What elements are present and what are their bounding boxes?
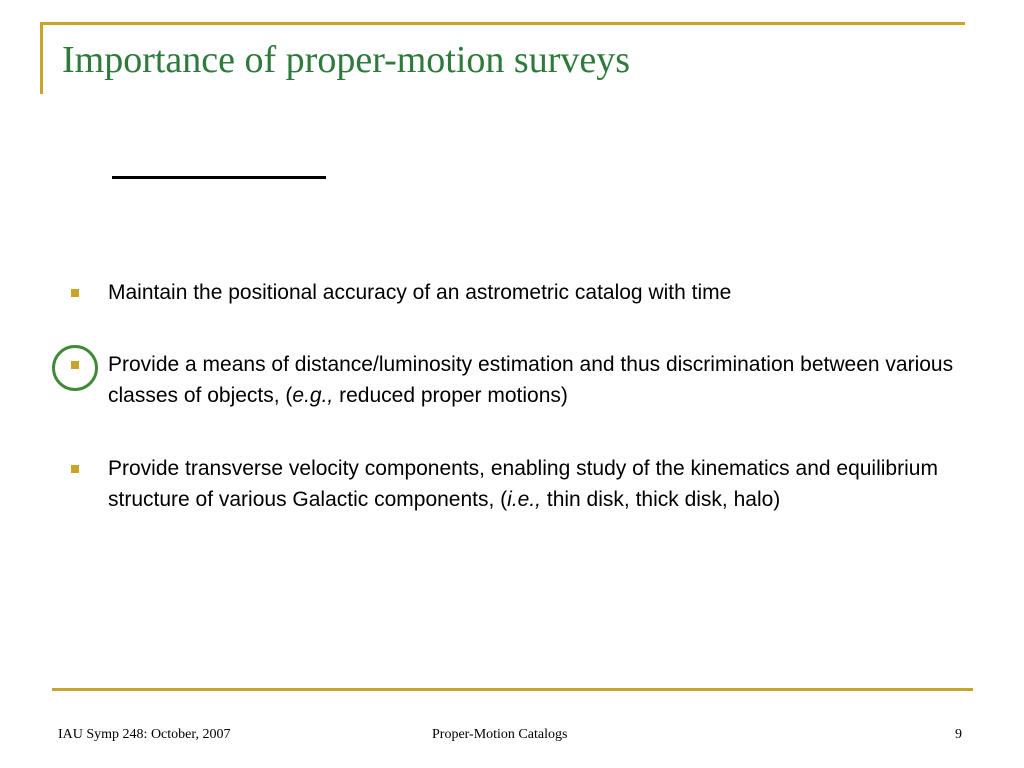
footer-title: Proper-Motion Catalogs xyxy=(432,727,568,742)
bullet-text: Maintain the positional accuracy of an astrometric catalog with time xyxy=(108,281,732,304)
bullet-text-continued: reduced proper motions) xyxy=(333,384,568,407)
bullet-italic-text: i.e., xyxy=(507,488,542,511)
footer-rule xyxy=(52,688,973,691)
page-number: 9 xyxy=(955,727,962,742)
square-bullet-icon xyxy=(71,289,79,297)
bullet-text: Provide transverse velocity components, enabling study of the kinematics and equilibrium structure of various Galactic components, ( xyxy=(108,457,938,511)
slide-title: Importance of proper-motion surveys xyxy=(62,39,631,81)
bullet-italic-text: e.g., xyxy=(292,384,334,407)
short-rule-line xyxy=(112,176,326,179)
bullet-text: Provide a means of distance/luminosity estimation and thus discrimination between various classes of objects, ( xyxy=(108,353,954,407)
square-bullet-icon xyxy=(71,465,79,473)
bullet-item xyxy=(108,349,958,411)
bullet-item xyxy=(108,277,958,308)
bullet-item xyxy=(108,453,958,515)
bullet-text-continued: thin disk, thick disk, halo) xyxy=(541,488,781,511)
footer-event: IAU Symp 248: October, 2007 xyxy=(58,727,231,742)
square-bullet-icon xyxy=(71,361,79,369)
